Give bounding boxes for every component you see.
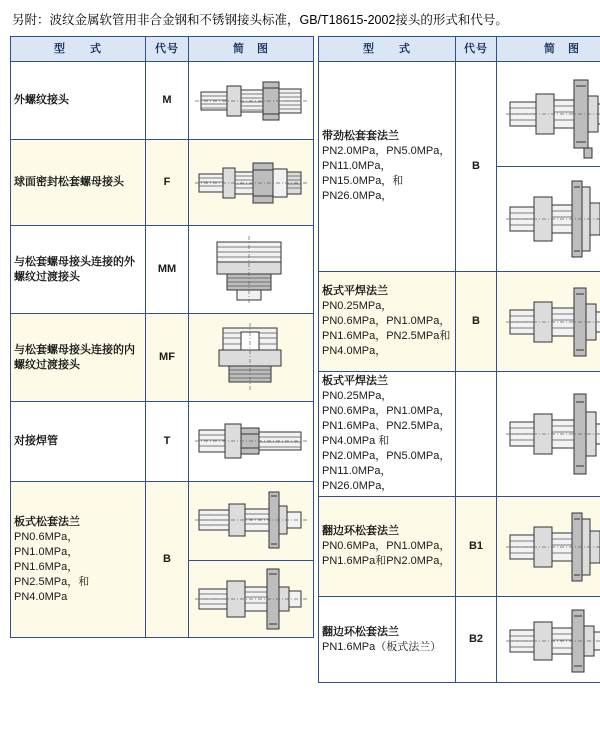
table-row [11,314,314,402]
row-figure-cell [497,167,600,272]
header-type: 型 式 [319,37,456,62]
row-code-cell: M [146,62,189,140]
row-figure-cell [497,497,600,597]
table-row [11,226,314,314]
row-type-cell: 带劲松套套法兰 PN2.0MPa，PN5.0MPa，PN11.0MPa，PN15.0MPa，和PN26.0MPa， [319,62,456,272]
specification-tables [10,36,590,683]
lap-joint-flange-figure [502,501,600,593]
row-figure-cell [189,314,314,402]
header-code: 代号 [456,37,497,62]
row-code-cell: MF [146,314,189,402]
table-row [11,482,314,561]
row-figure-cell [189,482,314,561]
row-figure-cell [189,226,314,314]
plate-welding-flange-2-figure [502,378,600,490]
row-type-cell: 与松套螺母接头连接的外螺纹过渡接头 [11,226,146,314]
plate-welding-flange-figure [502,276,600,368]
butt-weld-pipe-figure [193,406,309,478]
table-header-row [319,37,600,62]
male-thread-adapter-figure [193,230,309,310]
threaded-male-connector-figure [193,66,309,136]
row-code-cell: B [456,62,497,272]
table-row [11,402,314,482]
row-code-cell [456,372,497,497]
page-title: 另附：波纹金属软管用非合金钢和不锈钢接头标准，GB/T18615-2002接头的形式和代号。 [12,13,508,27]
row-figure-cell [497,62,600,167]
row-figure-cell [497,597,600,683]
row-type-cell: 翻边环松套法兰 PN1.6MPa（板式法兰） [319,597,456,683]
table-header-row [11,37,314,62]
row-figure-cell [189,140,314,226]
row-type-cell: 板式松套法兰 PN0.6MPa，PN1.0MPa，PN1.6MPa，PN2.5MPa，和PN4.0MPa [11,482,146,638]
table-row [319,62,600,167]
row-code-cell: MM [146,226,189,314]
header-code: 代号 [146,37,189,62]
female-thread-adapter-figure [193,318,309,398]
row-code-cell: F [146,140,189,226]
right-specification-table [318,36,600,683]
ribbed-loose-flange-2-figure [502,171,600,267]
row-code-cell: T [146,402,189,482]
plate-loose-flange-figure [193,484,309,558]
left-specification-table [10,36,314,638]
header-figure: 简 图 [497,37,600,62]
lap-joint-flange-2-figure [502,600,600,680]
row-figure-cell [497,272,600,372]
row-type-cell: 板式平焊法兰 PN0.25MPa，PN0.6MPa，PN1.0MPa，PN1.6MPa，PN2.5MPa和PN4.0MPa， [319,272,456,372]
table-row [319,597,600,683]
table-row [11,140,314,226]
header-figure: 简 图 [189,37,314,62]
table-row [319,497,600,597]
table-row [319,272,600,372]
row-code-cell: B2 [456,597,497,683]
row-type-cell: 板式平焊法兰 PN0.25MPa，PN0.6MPa，PN1.0MPa，PN1.6MPa、PN2.5MPa，PN4.0MPa 和PN2.0MPa，PN5.0MPa，PN11.0MPa，PN26.0MPa， [319,372,456,497]
table-row [11,62,314,140]
row-type-cell: 球面密封松套螺母接头 [11,140,146,226]
spherical-seal-union-nut-figure [193,146,309,220]
row-code-cell: B [456,272,497,372]
plate-loose-flange-2-figure [193,563,309,635]
table-row [319,372,600,497]
header-type: 型 式 [11,37,146,62]
row-type-cell: 外螺纹接头 [11,62,146,140]
row-type-cell: 与松套螺母接头连接的内螺纹过渡接头 [11,314,146,402]
row-figure-cell [189,561,314,638]
row-code-cell: B [146,482,189,638]
row-figure-cell [189,62,314,140]
row-type-cell: 对接焊管 [11,402,146,482]
row-figure-cell [497,372,600,497]
row-figure-cell [189,402,314,482]
row-type-cell: 翻边环松套法兰 PN0.6MPa，PN1.0MPa，PN1.6MPa和PN2.0MPa， [319,497,456,597]
ribbed-loose-flange-figure [502,66,600,162]
row-code-cell: B1 [456,497,497,597]
